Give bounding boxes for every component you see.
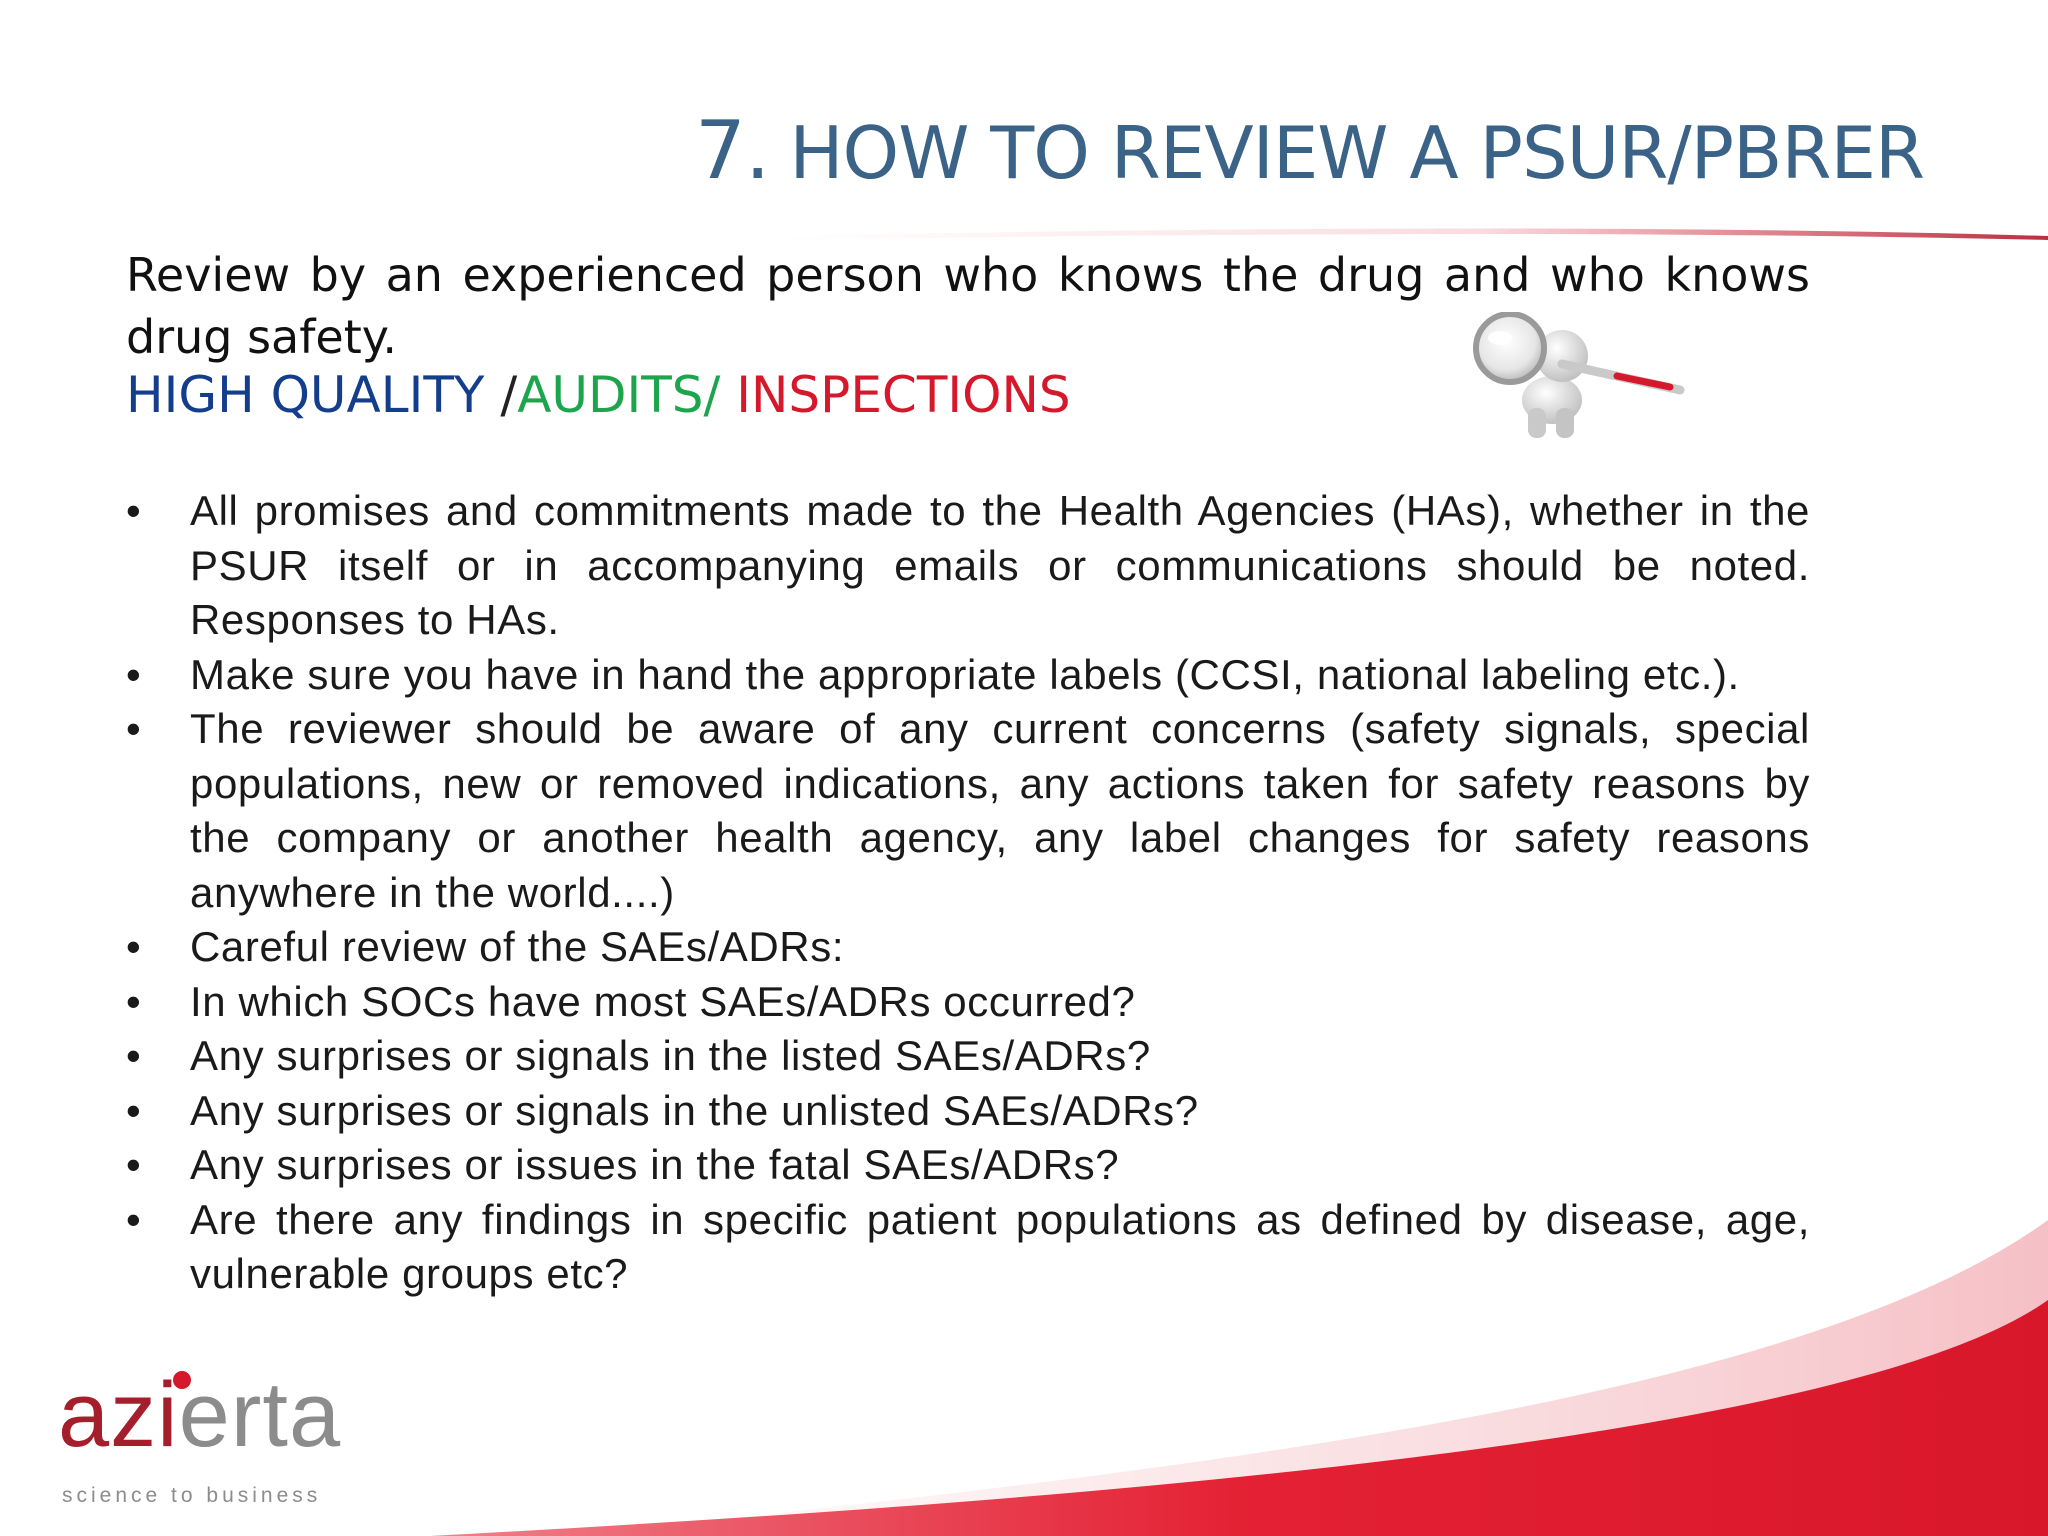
logo-wordmark (58, 1360, 341, 1470)
bullet-text: Any surprises or issues in the fatal SAEs/ADRs? (190, 1141, 1120, 1188)
bullet-text: Make sure you have in hand the appropriate labels (CCSI, national labeling etc.). (190, 650, 1740, 698)
bullet-marker: • (126, 1032, 142, 1079)
list-item (126, 648, 1810, 703)
magnifier-figure-icon (1452, 312, 1692, 442)
inspections-label: INSPECTIONS (720, 366, 1071, 424)
list-item (126, 484, 1810, 648)
bullet-marker: • (126, 650, 142, 698)
bullet-text: Are there any findings in specific patient populations as defined by disease, age, vulnerable groups etc? (190, 1195, 1810, 1297)
bullet-text: Careful review of the SAEs/ADRs: (190, 923, 845, 970)
bullet-marker: • (126, 1195, 142, 1243)
intro-text: Review by an experienced person who knows the drug and who knows drug safety. (126, 248, 1810, 364)
list-item (126, 920, 1810, 975)
bullet-text: Any surprises or signals in the unlisted SAEs/ADRs? (190, 1086, 1199, 1134)
slide-title (695, 104, 1924, 197)
bullet-text: In which SOCs have most SAEs/ADRs occurred? (190, 977, 1136, 1025)
bullet-text: Any surprises or signals in the listed SAEs/ADRs? (190, 1032, 1151, 1079)
list-item (126, 975, 1810, 1030)
list-item (126, 1138, 1810, 1193)
audits-label: AUDITS/ (517, 366, 721, 424)
bullet-text: The reviewer should be aware of any current concerns (safety signals, special populations, new or removed indications, any actions taken for safety reasons by the company or another health agency, any label changes for safety reasons anywhere in the world....) (190, 705, 1810, 916)
quality-line (126, 364, 1071, 426)
logo-tagline: science to business (62, 1484, 322, 1507)
bullet-marker: • (126, 977, 142, 1025)
list-item (126, 1084, 1810, 1139)
bullet-text: All promises and commitments made to the Health Agencies (HAs), whether in the PSUR itself or in accompanying emails or communications should be noted. Responses to HAs. (190, 487, 1810, 643)
list-item (126, 1029, 1810, 1084)
logo-part-2: erta (178, 1364, 342, 1466)
list-item (126, 702, 1810, 920)
bullet-marker: • (126, 923, 142, 970)
bullet-marker: • (126, 705, 142, 752)
bullet-marker: • (126, 1086, 142, 1134)
title-text: HOW TO REVIEW A PSUR/PBRER (789, 111, 1924, 195)
bullet-marker: • (126, 1141, 142, 1188)
title-number: 7. (695, 104, 770, 197)
azierta-logo (58, 1360, 388, 1520)
high-quality-label: HIGH QUALITY (126, 366, 485, 424)
logo-part-1: azi (58, 1364, 179, 1466)
separator: / (500, 366, 518, 424)
title-underline (780, 229, 2048, 241)
bullet-marker: • (126, 487, 142, 534)
list-item (126, 1193, 1810, 1302)
bullet-list (126, 484, 1810, 1302)
